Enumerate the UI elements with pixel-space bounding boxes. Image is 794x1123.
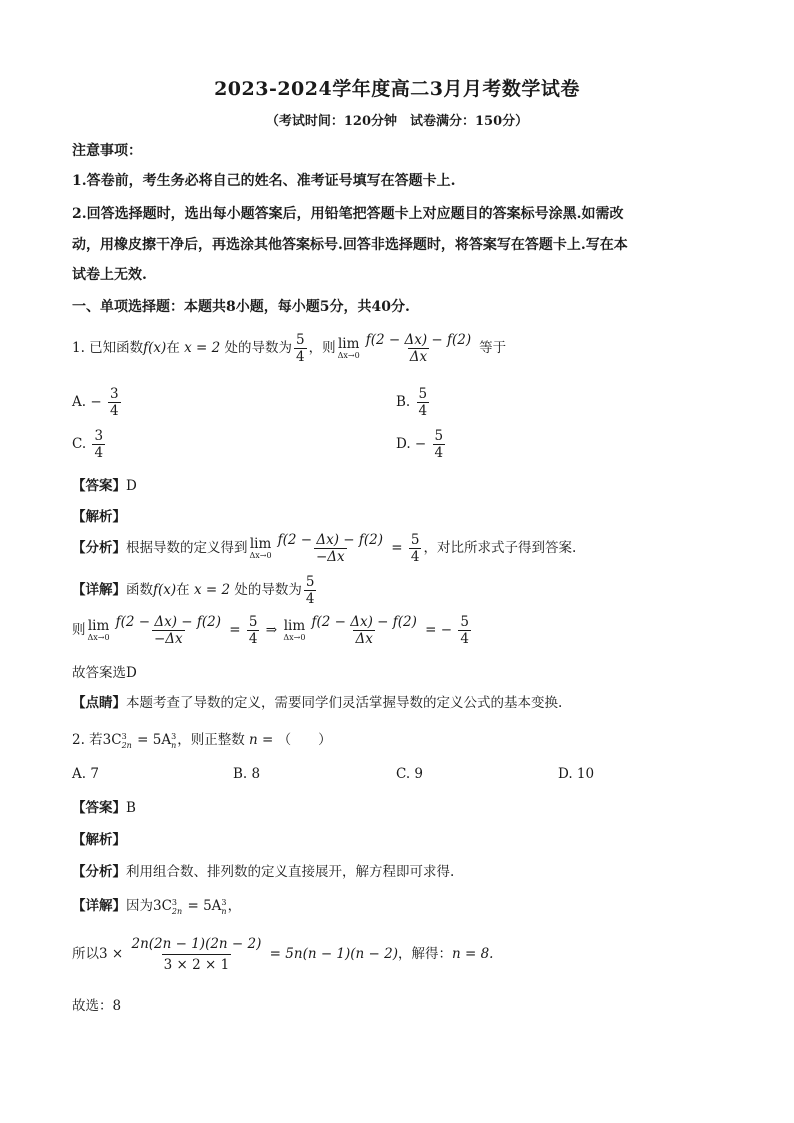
q1-lim: lim Δx→0	[337, 336, 360, 360]
q2-conclusion: 故选：8	[72, 998, 122, 1014]
option-b-label: B.	[396, 394, 411, 410]
q1-deriv-value: $\frac{5}{4}$	[296, 332, 305, 365]
q2-answer: 【答案】B	[72, 800, 136, 816]
option-c-label: C.	[72, 436, 87, 452]
q1-limit-expr: $\frac{f(2 - \Delta x) - f(2)}{\Delta x}$	[365, 332, 472, 365]
q1-dianjing: 【点睛】本题考查了导数的定义，需要同学们灵活掌握导数的定义公式的基本变换.	[72, 695, 563, 711]
notice-item-2-line-3: 试卷上无效.	[72, 267, 147, 283]
q2-option-c: C. 9	[396, 766, 424, 782]
option-d-label: D.	[396, 436, 411, 452]
q2-derivation: 所以3 × $\frac{2n(2n - 1)(2n - 2)}{3 \times 2 \times 1}$ = 5n(n − 1)(n − 2)，解得：n = 8.	[72, 936, 494, 973]
q1-xiangjie: 【详解】函数f(x)在 x = 2 处的导数为 $\frac{5}{4}$	[72, 574, 315, 607]
option-a-label: A.	[72, 394, 87, 410]
q1-func: f(x)	[143, 340, 167, 356]
page-title: 2023-2024学年度高二3月月考数学试卷	[214, 78, 580, 100]
exam-info: （考试时间：120分钟 试卷满分：150分）	[265, 114, 529, 129]
q2-analysis-tag: 【解析】	[72, 832, 126, 848]
notice-item-1: 1.答卷前，考生务必将自己的姓名、准考证号填写在答题卡上.	[72, 173, 456, 189]
q1-derivation: 则 lim Δx→0 $\frac{f(2 - \Delta x) - f(2)}{-\Delta x}$ = $\frac{5}{4}$ ⇒ lim Δx→0 $\frac{f(2 - \Delta x) - f(2)}{\Delta x}$ = − $\frac{5}{4}$	[72, 614, 469, 647]
q1-option-d: D. − $\frac{5}{4}$	[396, 428, 444, 461]
notice-item-2-line-2: 动，用橡皮擦干净后，再选涂其他答案标号.回答非选择题时，将答案写在答题卡上.写在本	[72, 237, 628, 253]
q1-option-c: C. $\frac{3}{4}$	[72, 428, 104, 461]
question-1	[72, 332, 506, 365]
q1-option-b: B. $\frac{5}{4}$	[396, 386, 428, 419]
q2-fenxi: 【分析】利用组合数、排列数的定义直接展开，解方程即可求得.	[72, 864, 455, 880]
q1-suffix: 等于	[479, 340, 507, 356]
question-2: 2. 若3C 3 2n = 5A 3 n ，则正整数 n = （ ）	[72, 731, 332, 750]
q1-mid1: 在	[166, 340, 180, 356]
q1-conclusion: 故答案选D	[72, 665, 137, 681]
q2-option-b: B. 8	[233, 766, 261, 782]
q1-answer: 【答案】D	[72, 478, 137, 494]
notice-item-2-line-1: 2.回答选择题时，选出每小题答案后，用铅笔把答题卡上对应题目的答案标号涂黑.如需改	[72, 206, 624, 222]
notice-heading: 注意事项：	[72, 143, 142, 159]
q2-xiangjie: 【详解】因为3C 3 2n = 5A 3 n ，	[72, 897, 242, 916]
q1-analysis-tag: 【解析】	[72, 509, 126, 525]
q1-mid2: 处的导数为	[224, 340, 293, 356]
q1-mid3: ，则	[308, 340, 336, 356]
q2-option-a: A. 7	[72, 766, 99, 782]
q2-option-d: D. 10	[558, 766, 595, 782]
q1-prefix: 1. 已知函数	[72, 340, 144, 356]
section-1-heading: 一、单项选择题：本题共8小题，每小题5分，共40分.	[72, 299, 410, 315]
q1-option-a: A. − $\frac{3}{4}$	[72, 386, 119, 419]
q1-point: x = 2	[179, 340, 225, 356]
q1-fenxi: 【分析】根据导数的定义得到 lim Δx→0 $\frac{f(2 - \Delta x) - f(2)}{-\Delta x}$ = $\frac{5}{4}$ ，对比所求式子得到答案.	[72, 532, 577, 565]
